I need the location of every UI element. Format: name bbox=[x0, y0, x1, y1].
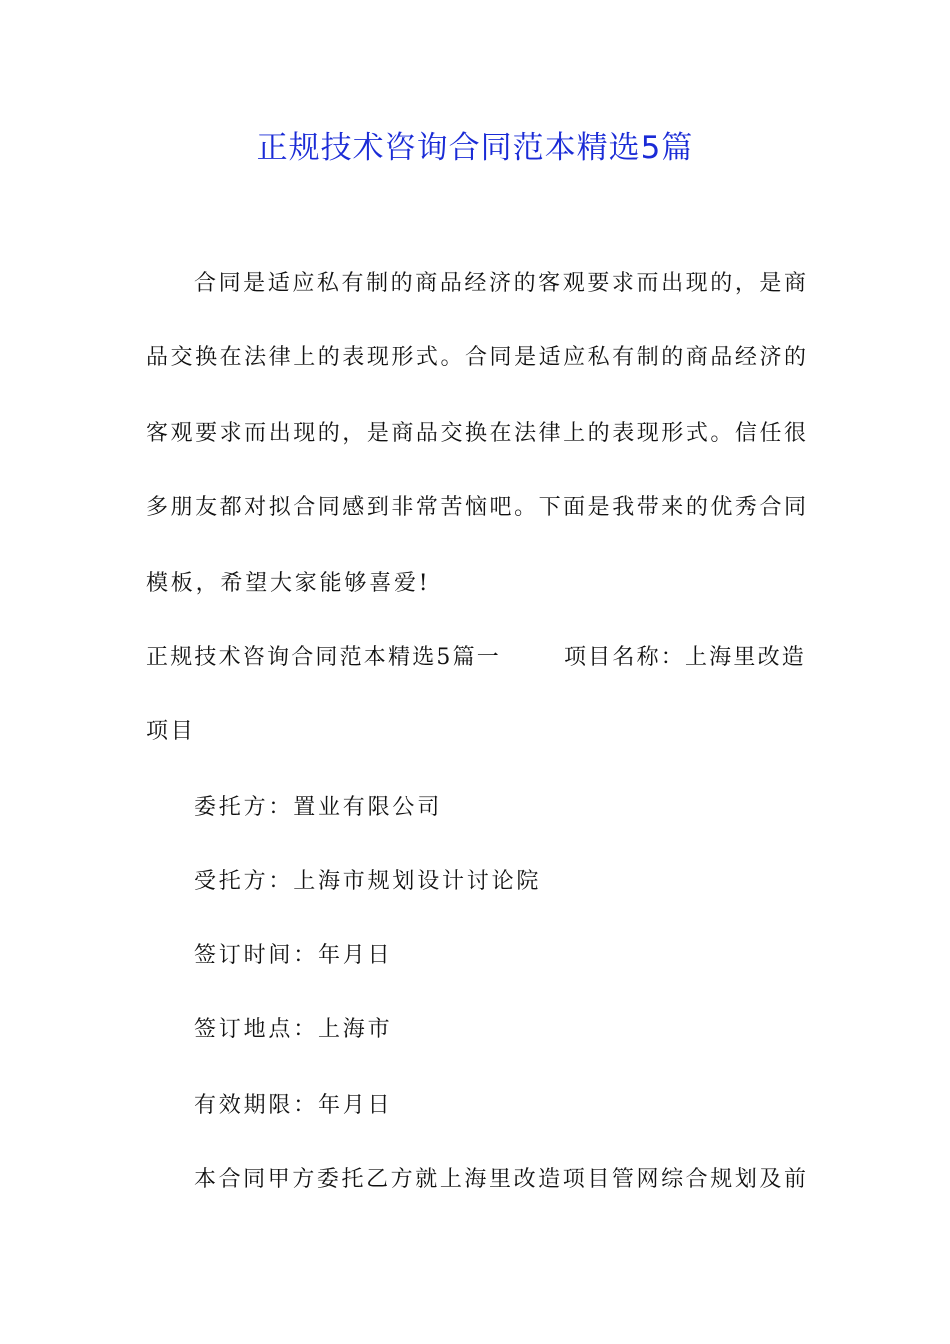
section-heading-row bbox=[146, 640, 806, 676]
intro-line-4: 多朋友都对拟合同感到非常苦恼吧。下面是我带来的优秀合同 bbox=[146, 495, 806, 520]
client-field: 委托方：置业有限公司 bbox=[194, 795, 443, 820]
intro-line-3: 客观要求而出现的，是商品交换在法律上的表现形式。信任很 bbox=[146, 421, 806, 446]
section-heading: 正规技术咨询合同范本精选5篇一 bbox=[146, 645, 501, 670]
validity-field: 有效期限：年月日 bbox=[194, 1093, 393, 1118]
intro-line-2: 品交换在法律上的表现形式。合同是适应私有制的商品经济的 bbox=[146, 345, 806, 370]
sign-place-field: 签订地点：上海市 bbox=[194, 1017, 393, 1042]
document-title: 正规技术咨询合同范本精选5篇 bbox=[256, 130, 694, 166]
intro-line-1: 合同是适应私有制的商品经济的客观要求而出现的，是商 bbox=[194, 271, 806, 296]
intro-line-5: 模板，希望大家能够喜爱! bbox=[146, 571, 431, 596]
sign-time-field: 签订时间：年月日 bbox=[194, 943, 393, 968]
project-name-label: 项目名称：上海里改造 bbox=[563, 645, 806, 670]
contractor-field: 受托方：上海市规划设计讨论院 bbox=[194, 869, 542, 894]
body-line-1: 本合同甲方委托乙方就上海里改造项目管网综合规划及前 bbox=[194, 1167, 806, 1192]
project-name-continued: 项目 bbox=[146, 719, 196, 744]
